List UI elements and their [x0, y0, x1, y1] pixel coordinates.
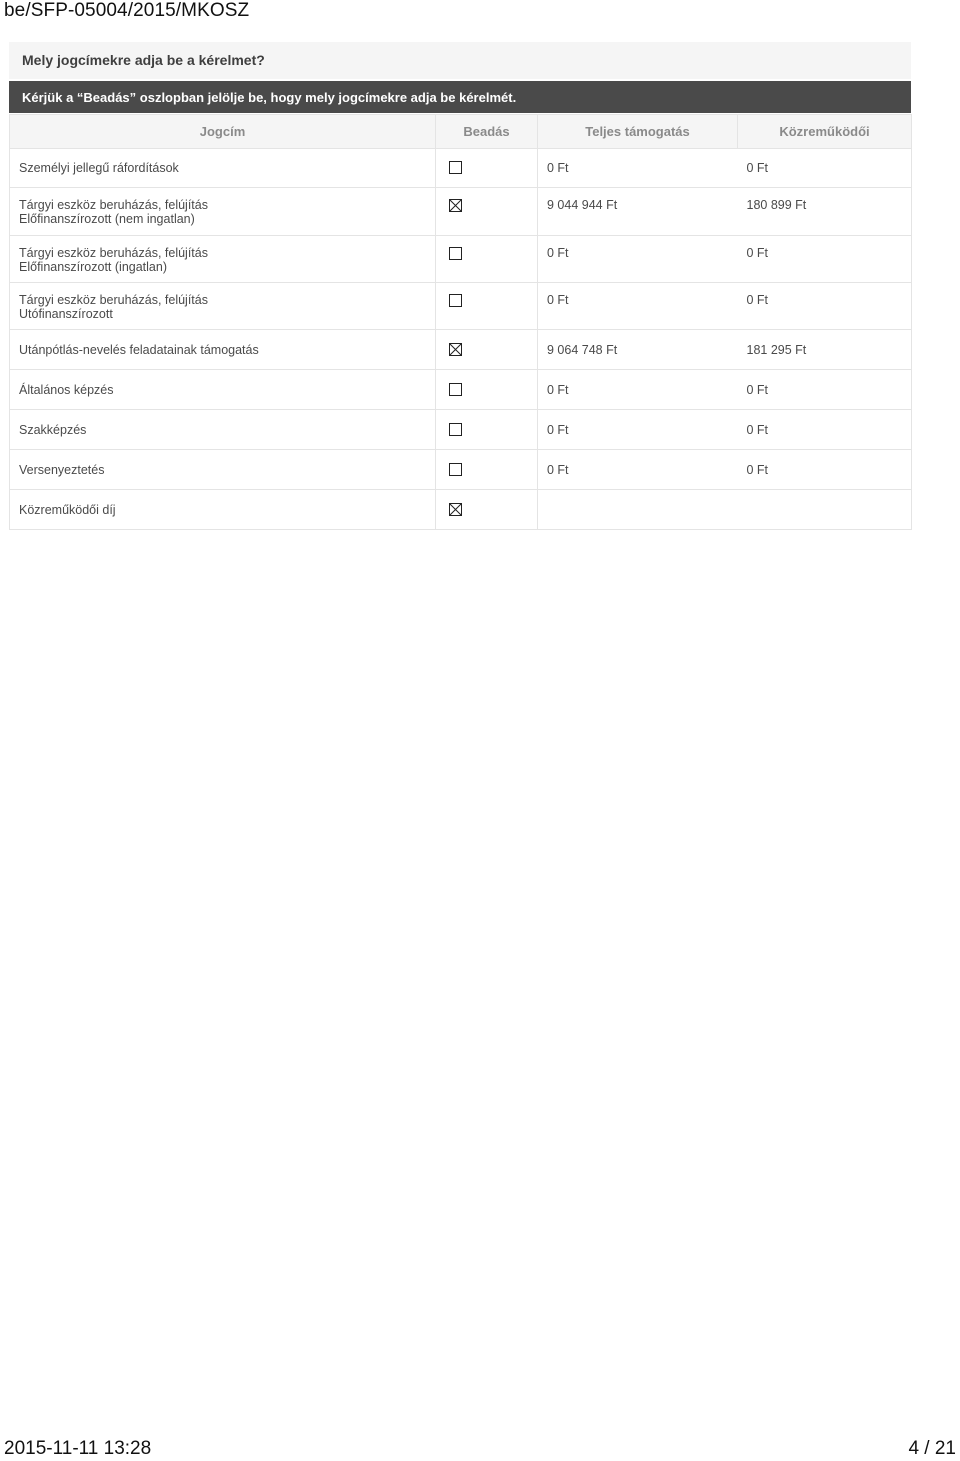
- kozremukodoi-cell: [738, 490, 912, 530]
- teljes-tamogatas-cell: 0 Ft: [538, 149, 738, 188]
- beadas-cell: [436, 330, 538, 370]
- header-beadas: Beadás: [436, 115, 538, 149]
- jogcim-label: Tárgyi eszköz beruházás, felújítás: [19, 293, 208, 307]
- jogcim-label: Általános képzés: [19, 382, 114, 397]
- checkbox-unchecked[interactable]: [449, 161, 462, 174]
- beadas-cell: [436, 450, 538, 490]
- kozremukodoi-cell: 0 Ft: [738, 236, 912, 283]
- header-jogcim: Jogcím: [10, 115, 436, 149]
- table-header-row: [10, 115, 912, 149]
- table-row: [10, 410, 912, 450]
- jogcim-label: Tárgyi eszköz beruházás, felújítás: [19, 246, 208, 260]
- teljes-tamogatas-cell: 0 Ft: [538, 236, 738, 283]
- header-kozremukodoi: Közreműködői: [738, 115, 912, 149]
- jogcim-label: Utánpótlás-nevelés feladatainak támogatás: [19, 342, 259, 357]
- jogcim-cell: [10, 450, 436, 490]
- table-body: [10, 149, 912, 530]
- jogcim-label: Előfinanszírozott (ingatlan): [19, 260, 167, 274]
- beadas-cell: [436, 370, 538, 410]
- checkbox-unchecked[interactable]: [449, 383, 462, 396]
- x-mark-icon: [450, 200, 461, 211]
- jogcim-label: Tárgyi eszköz beruházás, felújítás: [19, 198, 208, 212]
- jogcim-cell: [10, 370, 436, 410]
- teljes-tamogatas-cell: 0 Ft: [538, 450, 738, 490]
- table-row: [10, 370, 912, 410]
- entitlements-table-wrapper: [9, 114, 911, 530]
- checkbox-checked[interactable]: [449, 503, 462, 516]
- instruction-banner: [9, 81, 911, 113]
- header-teljes-tamogatas: Teljes támogatás: [538, 115, 738, 149]
- checkbox-unchecked[interactable]: [449, 247, 462, 260]
- beadas-cell: [436, 188, 538, 236]
- jogcim-label: Versenyeztetés: [19, 462, 105, 477]
- beadas-cell: [436, 490, 538, 530]
- footer-timestamp: 2015-11-11 13:28: [4, 1438, 152, 1459]
- kozremukodoi-cell: 0 Ft: [738, 149, 912, 188]
- teljes-tamogatas-cell: 0 Ft: [538, 410, 738, 450]
- jogcim-cell: [10, 149, 436, 188]
- page-number: 4 / 21: [908, 1438, 956, 1459]
- teljes-tamogatas-cell: 9 044 944 Ft: [538, 188, 738, 236]
- teljes-tamogatas-cell: [538, 490, 738, 530]
- question-text: Mely jogcímekre adja be a kérelmet?: [22, 52, 265, 68]
- teljes-tamogatas-cell: 0 Ft: [538, 370, 738, 410]
- checkbox-checked[interactable]: [449, 343, 462, 356]
- kozremukodoi-cell: 0 Ft: [738, 450, 912, 490]
- kozremukodoi-cell: 180 899 Ft: [738, 188, 912, 236]
- beadas-cell: [436, 283, 538, 330]
- jogcim-label: Utófinanszírozott: [19, 307, 113, 321]
- question-header: [9, 42, 911, 79]
- checkbox-unchecked[interactable]: [449, 294, 462, 307]
- entitlements-table: [9, 114, 912, 530]
- checkbox-unchecked[interactable]: [449, 423, 462, 436]
- table-row: [10, 450, 912, 490]
- teljes-tamogatas-cell: 9 064 748 Ft: [538, 330, 738, 370]
- table-row: [10, 188, 912, 236]
- kozremukodoi-cell: 0 Ft: [738, 410, 912, 450]
- kozremukodoi-cell: 181 295 Ft: [738, 330, 912, 370]
- jogcim-label: Szakképzés: [19, 422, 87, 437]
- document-id: be/SFP-05004/2015/MKOSZ: [4, 0, 250, 21]
- x-mark-icon: [450, 504, 461, 515]
- beadas-cell: [436, 410, 538, 450]
- jogcim-label: Közreműködői díj: [19, 502, 116, 517]
- jogcim-cell: [10, 188, 436, 236]
- x-mark-icon: [450, 344, 461, 355]
- table-row: [10, 149, 912, 188]
- teljes-tamogatas-cell: 0 Ft: [538, 283, 738, 330]
- table-row: [10, 283, 912, 330]
- jogcim-cell: [10, 236, 436, 283]
- instruction-text: Kérjük a “Beadás” oszlopban jelölje be, hogy mely jogcímekre adja be kérelmét.: [22, 90, 517, 105]
- table-row: [10, 236, 912, 283]
- table-row: [10, 490, 912, 530]
- jogcim-label: Személyi jellegű ráfordítások: [19, 161, 179, 175]
- table-row: [10, 330, 912, 370]
- kozremukodoi-cell: 0 Ft: [738, 283, 912, 330]
- jogcim-cell: [10, 410, 436, 450]
- checkbox-unchecked[interactable]: [449, 463, 462, 476]
- beadas-cell: [436, 236, 538, 283]
- checkbox-checked[interactable]: [449, 199, 462, 212]
- jogcim-cell: [10, 490, 436, 530]
- jogcim-label: Előfinanszírozott (nem ingatlan): [19, 212, 195, 226]
- jogcim-cell: [10, 283, 436, 330]
- jogcim-cell: [10, 330, 436, 370]
- kozremukodoi-cell: 0 Ft: [738, 370, 912, 410]
- beadas-cell: [436, 149, 538, 188]
